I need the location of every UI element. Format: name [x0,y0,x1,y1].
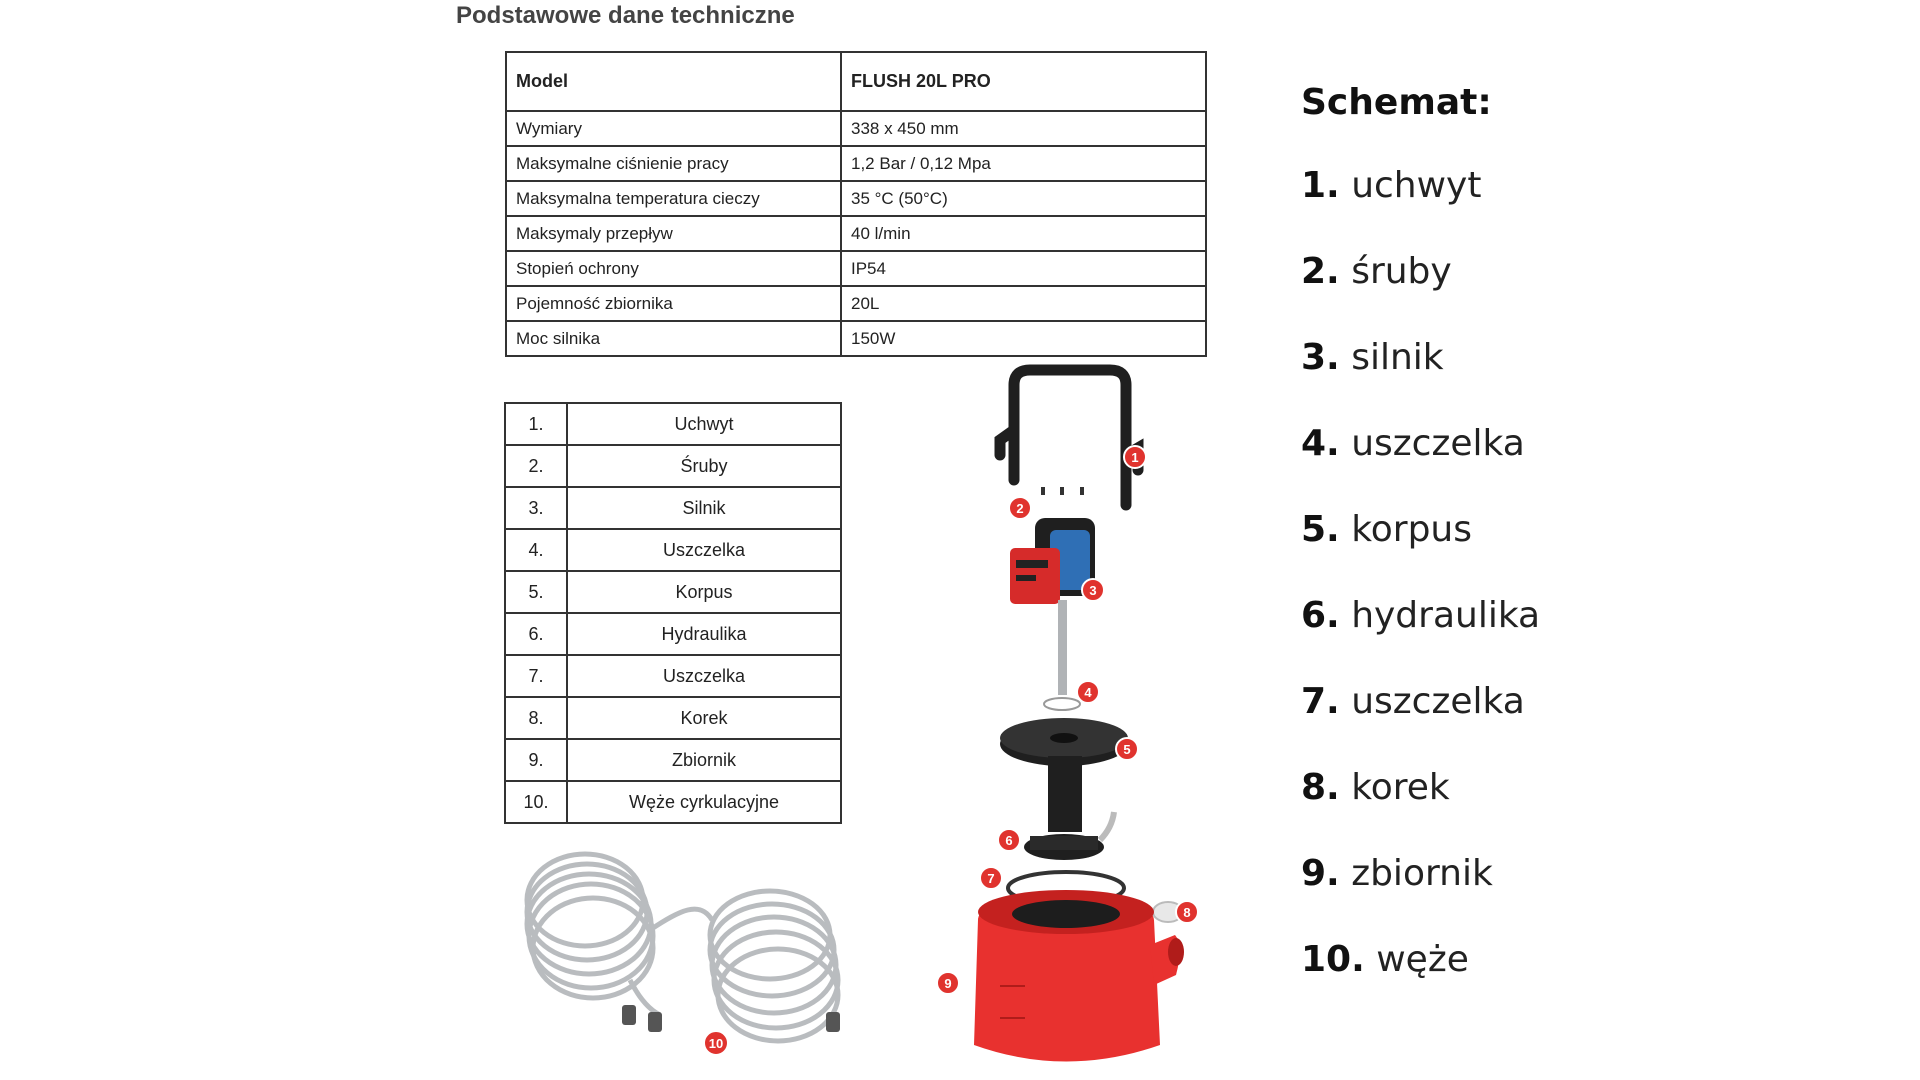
schema-item-label: korpus [1351,509,1473,550]
schema-item-number: 8. [1301,767,1340,808]
schema-item-number: 5. [1301,509,1340,550]
schema-item [1301,853,1540,939]
spec-key: Wymiary [506,111,841,146]
hoses-illustration [527,854,838,1041]
spec-header-value: FLUSH 20L PRO [841,52,1206,111]
schema-item-label: hydraulika [1351,595,1541,636]
badge-label: 6 [1005,833,1013,848]
spec-header-key: Model [506,52,841,111]
schema-item [1301,423,1540,509]
badge-1 [1124,446,1146,468]
spec-key: Pojemność zbiornika [506,286,841,321]
part-number: 7. [505,655,567,697]
badge-label: 4 [1084,685,1092,700]
schema-item-label: silnik [1351,337,1444,378]
badge-label: 3 [1089,583,1097,598]
badge-2 [1009,497,1031,519]
badge-6 [998,829,1020,851]
schema-legend [1301,82,1540,1025]
part-name: Korek [567,697,841,739]
spec-key: Moc silnika [506,321,841,356]
part-name: Korpus [567,571,841,613]
gasket-illustration [1044,698,1080,710]
schema-item-label: śruby [1351,251,1452,292]
spec-key: Stopień ochrony [506,251,841,286]
badge-label: 7 [987,871,995,886]
schema-item [1301,595,1540,681]
schema-item-number: 6. [1301,595,1340,636]
screws-illustration [1041,487,1084,495]
part-number: 10. [505,781,567,823]
spec-value: 20L [841,286,1206,321]
badge-7 [980,867,1002,889]
part-name: Węże cyrkulacyjne [567,781,841,823]
part-number: 4. [505,529,567,571]
badge-10 [704,1031,728,1055]
body-illustration [1000,718,1131,832]
badge-4 [1077,681,1099,703]
part-number: 9. [505,739,567,781]
badge-label: 8 [1183,905,1191,920]
spec-value: IP54 [841,251,1206,286]
schema-item-number: 7. [1301,681,1340,722]
schema-item [1301,509,1540,595]
part-number: 2. [505,445,567,487]
schema-item [1301,939,1540,1025]
badge-label: 2 [1016,501,1024,516]
spec-key: Maksymalna temperatura cieczy [506,181,841,216]
badge-label: 9 [944,976,952,991]
schema-heading: Schemat: [1301,82,1492,123]
badge-label: 5 [1123,742,1131,757]
part-number: 8. [505,697,567,739]
spec-value: 40 l/min [841,216,1206,251]
badge-3 [1082,579,1104,601]
schema-item [1301,767,1540,853]
schema-item-number: 9. [1301,853,1340,894]
tank-illustration [974,890,1184,1062]
schema-item-number: 4. [1301,423,1340,464]
part-name: Silnik [567,487,841,529]
shaft-illustration [1058,600,1067,695]
part-name: Hydraulika [567,613,841,655]
schema-item [1301,165,1540,251]
handle-illustration [1000,370,1138,505]
spec-value: 1,2 Bar / 0,12 Mpa [841,146,1206,181]
part-name: Uszczelka [567,655,841,697]
badge-5 [1116,738,1138,760]
schema-item [1301,337,1540,423]
badge-label: 10 [708,1036,724,1051]
part-name: Uszczelka [567,529,841,571]
spec-value: 150W [841,321,1206,356]
badge-9 [937,972,959,994]
schema-item [1301,251,1540,337]
part-number: 1. [505,403,567,445]
part-number: 5. [505,571,567,613]
schema-item-number: 1. [1301,165,1340,206]
schema-item-label: uchwyt [1351,165,1482,206]
spec-value: 338 x 450 mm [841,111,1206,146]
page-title: Podstawowe dane techniczne [456,2,795,29]
schema-item-label: węże [1376,939,1469,980]
part-name: Śruby [567,445,841,487]
part-number: 3. [505,487,567,529]
schema-item-number: 2. [1301,251,1340,292]
badge-8 [1176,901,1198,923]
schema-item-label: korek [1351,767,1450,808]
schema-item-number: 3. [1301,337,1340,378]
spec-key: Maksymalne ciśnienie pracy [506,146,841,181]
spec-key: Maksymaly przepływ [506,216,841,251]
part-name: Uchwyt [567,403,841,445]
part-name: Zbiornik [567,739,841,781]
schema-item-number: 10. [1301,939,1365,980]
schema-item-label: uszczelka [1351,423,1525,464]
schema-item [1301,681,1540,767]
part-number: 6. [505,613,567,655]
schema-item-label: uszczelka [1351,681,1525,722]
schema-item-label: zbiornik [1351,853,1493,894]
spec-value: 35 °C (50°C) [841,181,1206,216]
badge-label: 1 [1131,450,1139,465]
